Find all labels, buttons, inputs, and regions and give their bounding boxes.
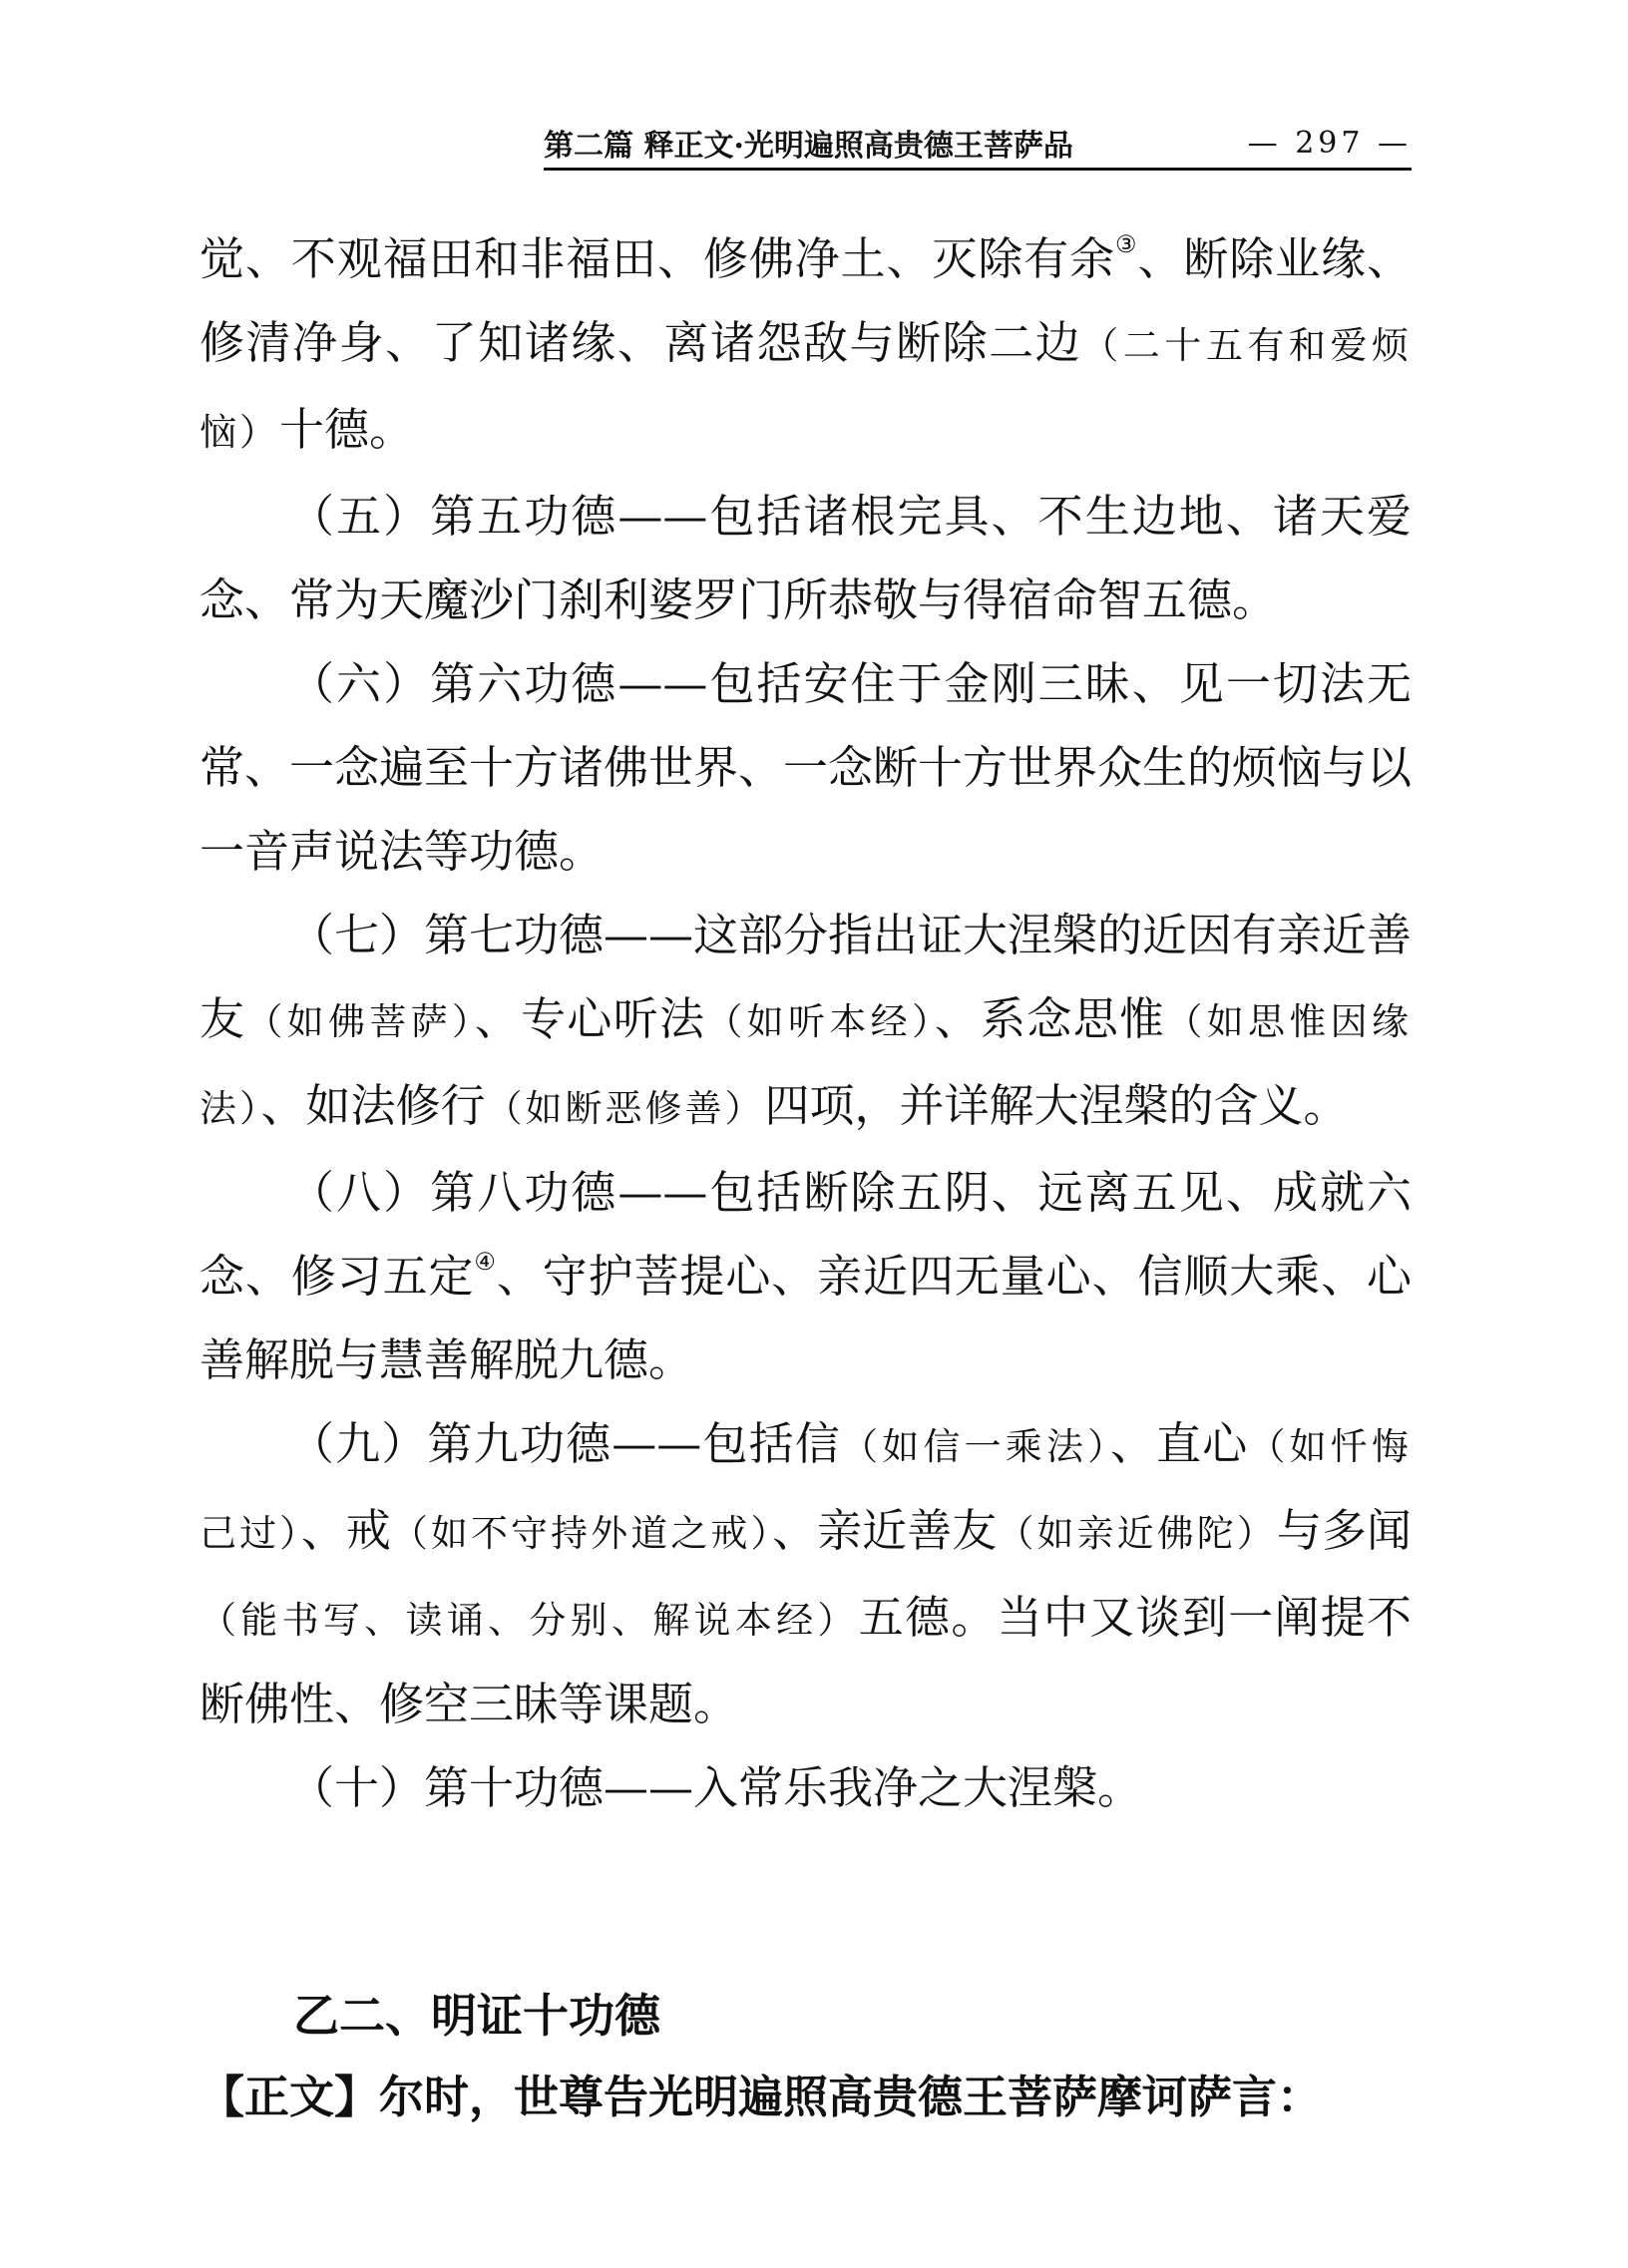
inline-note: （如信一乘法） — [841, 1425, 1110, 1468]
inline-note: （如不守持外道之戒） — [390, 1512, 773, 1555]
paragraph-merit-10: （十）第十功德——入常乐我净之大涅槃。 — [289, 1761, 1143, 1814]
scripture-text: 尔时，世尊告光明遍照高贵德王菩萨摩诃萨言： — [379, 2071, 1323, 2123]
inline-note: （如听本经） — [705, 1000, 935, 1043]
inline-note: （如亲近佛陀） — [997, 1512, 1277, 1555]
text-run: 十德。 — [279, 403, 415, 456]
text-run: 、守护菩提心、亲近四无量心、信顺大乘、心善解脱与慧善解脱九德。 — [200, 1250, 1412, 1386]
text-run: （九）第九功德——包括信 — [289, 1417, 842, 1470]
text-run: 与多闻 — [1276, 1504, 1412, 1557]
scripture-line — [200, 2063, 1412, 2132]
text-run: 、直心 — [1109, 1417, 1249, 1470]
inline-note: （二十五有和爱烦恼） — [200, 324, 1412, 454]
text-run: 、亲近善友 — [772, 1504, 998, 1557]
inline-note: （如思惟因缘法） — [200, 1000, 1412, 1130]
text-run: 、专心听法 — [474, 992, 706, 1045]
text-run: 觉、不观福田和非福田、修佛净土、灭除有余 — [200, 232, 1116, 285]
text-run: （八）第八功德——包括断除五阴、远离五见、成就六念、修习五定 — [200, 1166, 1412, 1303]
paragraph-merit-5: （五）第五功德——包括诸根完具、不生边地、诸天爱念、常为天魔沙门刹利婆罗门所恭敬与得宿命智五德。 — [200, 490, 1412, 626]
text-run: 四项，并详解大涅槃的含义。 — [764, 1079, 1349, 1132]
paragraph-merit-6: （六）第六功德——包括安住于金刚三昧、见一切法无常、一念遍至十方诸佛世界、一念断十方世界众生的烦恼与以一音声说法等功德。 — [200, 657, 1413, 878]
paragraph-merit-9 — [200, 1402, 1412, 1746]
text-run: 、断除业缘、修清净身、了知诸缘、离诸怨敌与断除二边 — [200, 232, 1412, 369]
text-run: （七）第七功德——这部分指出证大涅槃的近因有亲近善友 — [200, 909, 1413, 1045]
running-header — [544, 118, 1412, 171]
paragraph-merit-7 — [200, 894, 1412, 1151]
scripture-tag: 【正文】 — [200, 2071, 380, 2123]
inline-note: （能书写、读诵、分别、解说本经） — [200, 1599, 859, 1642]
inline-note: （如断恶修善） — [485, 1087, 765, 1130]
section-heading: 乙二、明证十功德 — [293, 1989, 660, 2043]
footnote-marker: ③ — [1115, 230, 1138, 258]
inline-note: （如佛菩萨） — [245, 1000, 475, 1043]
footnote-marker: ④ — [474, 1248, 497, 1276]
body-text — [200, 217, 1412, 1830]
text-run: 五德。当中又谈到一阐提不断佛性、修空三昧等课题。 — [200, 1591, 1412, 1730]
text-run: 、戒 — [300, 1504, 391, 1557]
page-number: — 297 — — [1247, 125, 1412, 161]
paragraph-continuation — [200, 217, 1412, 475]
text-run: 、系念思惟 — [934, 992, 1166, 1045]
running-title: 第二篇 释正文·光明遍照高贵德王菩萨品 — [544, 129, 1073, 164]
paragraph-merit-8 — [200, 1151, 1412, 1402]
inline-note: （如忏悔己过） — [200, 1425, 1412, 1555]
text-run: 、如法修行 — [260, 1079, 486, 1132]
